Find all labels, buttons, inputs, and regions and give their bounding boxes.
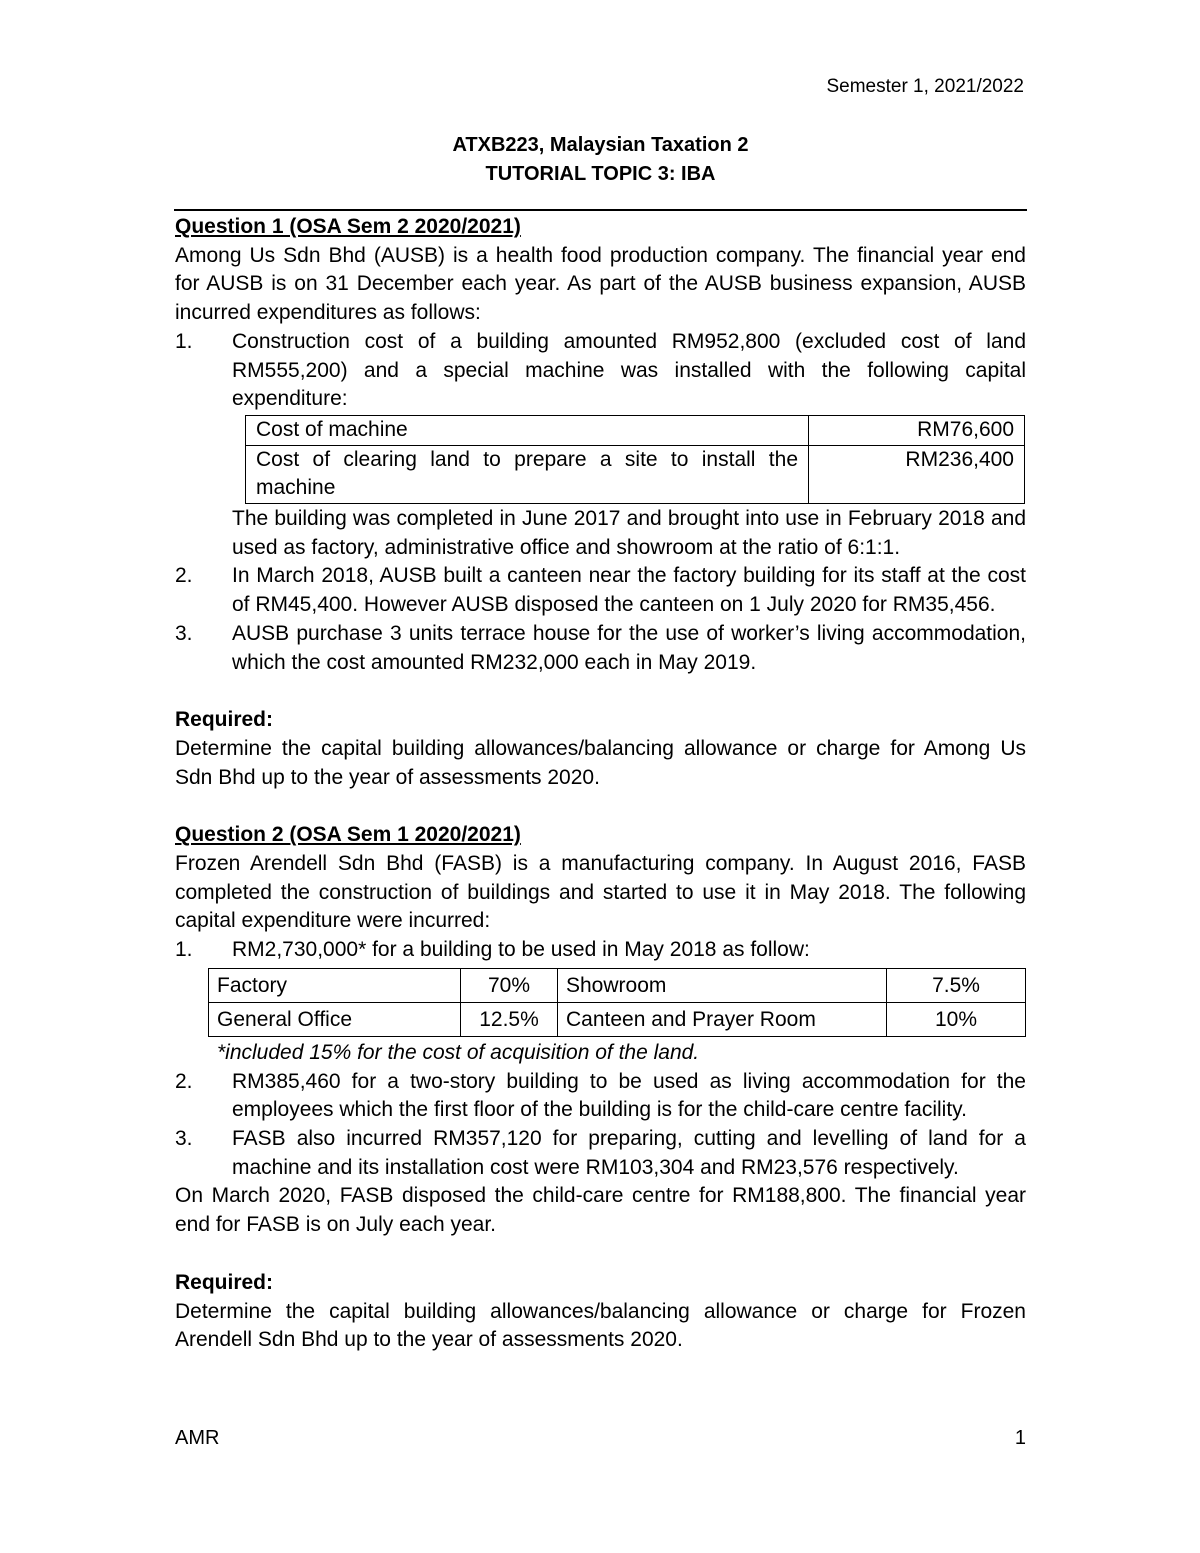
list-item — [175, 620, 1026, 677]
usage-percent: 7.5% — [887, 968, 1026, 1002]
list-number: 2. — [175, 1069, 193, 1093]
usage-label: Factory — [209, 968, 461, 1002]
list-item-continuation — [175, 505, 1026, 562]
list-item — [175, 1125, 1026, 1182]
table-row — [209, 1002, 1026, 1036]
document-body — [175, 213, 1026, 1355]
question-1 — [175, 213, 1026, 792]
usage-label: Showroom — [558, 968, 887, 1002]
machine-cost-table — [245, 415, 1025, 504]
question-1-intro: Among Us Sdn Bhd (AUSB) is a health food production company. The financial year end for AUSB is on 31 December each year. As part of the AUSB business expansion, AUSB incurred expenditures as follows: — [175, 243, 1026, 325]
required-label: Required: — [175, 708, 274, 732]
list-item-text: FASB also incurred RM357,120 for preparing, cutting and levelling of land for a machine and its installation cost were RM103,304 and RM23,576 respectively. — [232, 1126, 1026, 1179]
usage-percent: 10% — [887, 1002, 1026, 1036]
required-text: Determine the capital building allowances/balancing allowance or charge for Among Us Sdn Bhd up to the year of assessments 2020. — [175, 736, 1026, 789]
table-row — [246, 445, 1025, 503]
list-item-text: AUSB purchase 3 units terrace house for the use of worker’s living accommodation, which the cost amounted RM232,000 each in May 2019. — [232, 621, 1026, 674]
question-2-intro: Frozen Arendell Sdn Bhd (FASB) is a manufacturing company. In August 2016, FASB completed the construction of buildings and started to use it in May 2018. The following capital expenditure were incurred: — [175, 852, 1026, 933]
usage-percent: 12.5% — [461, 1002, 558, 1036]
question-1-list — [175, 328, 1026, 414]
list-item — [175, 936, 1026, 965]
question-2-list — [175, 936, 1026, 965]
list-item — [175, 562, 1026, 619]
list-item-text: Construction cost of a building amounted RM952,800 (excluded cost of land RM555,200) and a special machine was installed with the following capital expenditure: — [232, 329, 1026, 411]
required-label: Required: — [175, 1270, 274, 1294]
semester-label: Semester 1, 2021/2022 — [826, 76, 1024, 97]
question-2-closing: On March 2020, FASB disposed the child-care centre for RM188,800. The financial year end for FASB is on July each year. — [175, 1184, 1026, 1237]
footer-author: AMR — [175, 1427, 220, 1449]
list-item-text: RM385,460 for a two-story building to be used as living accommodation for the employees which the first floor of the building is for the child-care centre facility. — [232, 1069, 1026, 1122]
land-cost-note: *included 15% for the cost of acquisition of the land. — [217, 1040, 700, 1064]
question-2-heading: Question 2 (OSA Sem 1 2020/2021) — [175, 823, 521, 847]
usage-label: Canteen and Prayer Room — [558, 1002, 887, 1036]
page-number: 1 — [1014, 1427, 1026, 1449]
cost-amount: RM76,600 — [809, 415, 1025, 445]
spacer — [175, 792, 1026, 821]
list-item — [175, 328, 1026, 414]
list-number: 1. — [175, 329, 193, 353]
cost-description: Cost of machine — [246, 415, 809, 445]
list-number: 3. — [175, 1126, 193, 1150]
question-2 — [175, 821, 1026, 1355]
list-number: 1. — [175, 938, 193, 962]
usage-label: General Office — [209, 1002, 461, 1036]
list-item-text: In March 2018, AUSB built a canteen near the factory building for its staff at the cost of RM45,400. However AUSB disposed the canteen on 1 July 2020 for RM35,456. — [232, 564, 1026, 617]
list-number: 3. — [175, 621, 193, 645]
spacer — [175, 1240, 1026, 1269]
question-1-list-cont — [175, 505, 1026, 677]
table-row — [246, 415, 1025, 445]
spacer — [175, 677, 1026, 706]
course-title: ATXB223, Malaysian Taxation 2 — [452, 134, 749, 156]
usage-percent: 70% — [461, 968, 558, 1002]
tutorial-topic: TUTORIAL TOPIC 3: IBA — [485, 163, 716, 185]
list-item — [175, 1068, 1026, 1125]
table-row — [209, 968, 1026, 1002]
building-usage-table — [208, 968, 1026, 1037]
list-item-text: RM2,730,000* for a building to be used in May 2018 as follow: — [232, 938, 810, 962]
question-1-heading: Question 1 (OSA Sem 2 2020/2021) — [175, 215, 521, 238]
list-number: 2. — [175, 564, 193, 588]
cost-description: Cost of clearing land to prepare a site to install the machine — [246, 445, 809, 503]
question-2-list-cont — [175, 1068, 1026, 1183]
list-item-text: The building was completed in June 2017 and brought into use in February 2018 and used as factory, administrative office and showroom at the ratio of 6:1:1. — [232, 507, 1026, 559]
cost-amount: RM236,400 — [809, 445, 1025, 503]
required-text: Determine the capital building allowances/balancing allowance or charge for Frozen Arendell Sdn Bhd up to the year of assessments 2020. — [175, 1299, 1026, 1352]
header-divider — [174, 209, 1027, 211]
